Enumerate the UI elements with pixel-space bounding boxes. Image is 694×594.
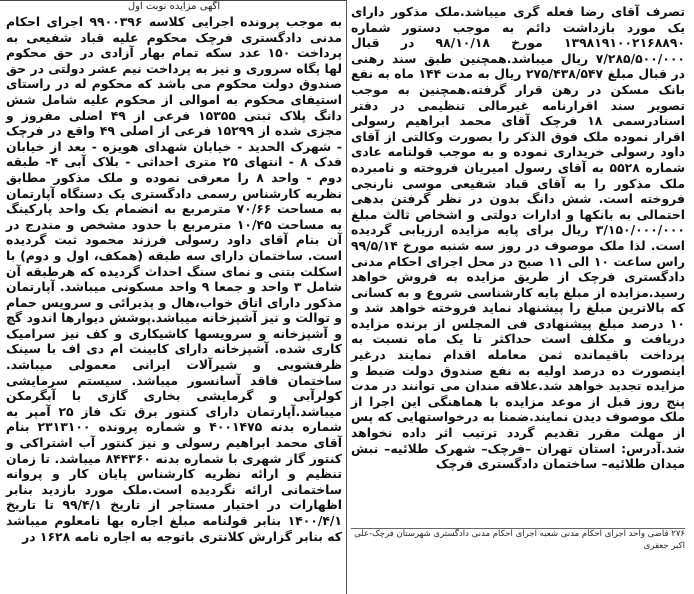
ad-title: آگهی مزایده نوبت اول xyxy=(127,1,221,12)
signature-line: ۲۷۶ قاضی واحد اجرای احکام مدنی شعبه اجرای احکام مدنی دادگستری شهرستان فرچک-علی اکبر جعفری xyxy=(354,529,685,551)
column-divider xyxy=(346,0,347,594)
left-column-text: به موجب پرونده اجرایی کلاسه ۹۹۰۰۳۹۶ اجرای احکام مدنی دادگستری فرچک محکوم علیه قباد شفیعی به پرداخت ۱۵۰ عدد سکه تمام بهار آزادی در حق محکوم لها پگاه سروری و نیز به پرداخت نیم عشر دولتی در حق صندوق دولت محکوم می باشد که محکوم له در راستای استیفای محکوم به اموالی از محکوم علیه شامل شش دانگ پلاک ثبتی ۱۵۳۵۵ فرعی از ۴۹ اصلی مفروز و مجزی شده از ۱۵۲۹۹ فرعی از اصلی ۴۹ واقع در فرچک - شهرک الحدید - خیابان شهدای هویزه - بعد از خیابان فدک ۸ - انتهای ۲۵ متری احداثی - بلاک آبی ۴- طبقه دوم - واحد ۸ را معرفی نموده و ملک مذکور مطابق نظریه کارشناس رسمی دادگستری یک دستگاه آپارتمان به مساحت ۷۰/۶۶ مترمربع به انضمام یک واحد پارکینگ به مساحت ۱۰/۴۵ مترمربع با حدود مشخص و مندرج در آن بنام آقای داود رسولی فرزند محمود ثبت گردیده است. ساختمان دارای سه طبقه (همکف، اول و دوم) با اسکلت بتنی و نمای سنگ احداث گردیده که هرطبقه آن شامل ۳ واحد و جمعا ۹ واحد مسکونی میباشد. آپارتمان مذکور دارای اتاق خواب،هال و پذیرائی و سرویس حمام و توالت و نیز آشپزخانه میباشد.پوشش دیوارها اندود گچ و آشپزخانه و سرویسها کاشیکاری و کف نیز سرامیک کاری شده. آشپزخانه دارای کابینت ام دی اف با سینک ظرفشویی و شیرآلات ایرانی معمولی میباشد. ساختمان فاقد آسانسور میباشد. سیستم سرمایشی کولرآبی و گرمایشی بخاری گازی با آبگرمکن میباشد.آپارتمان دارای کنتور برق تک فاز ۲۵ آمپر به شماره بدنه ۴۰۰۱۴۷۵ و شماره پرونده ۲۳۱۳۱۰۰ بنام آقای محمد ابراهیم رسولی و نیز کنتور آب اشتراکی و کنتور گاز شهری با شماره بدنه ۸۴۴۳۶۰ میباشد. تا زمان تنظیم و ارائه نظریه کارشناس پایان کار و پروانه ساختمانی ارائه نگردیده است.ملک مورد بازدید بنابر اظهارات در اختیار مستاجر از تاریخ ۹۹/۴/۱ تا تاریخ ۱۴۰۰/۴/۱ بنابر قولنامه مبلغ اجاره بها نامعلوم میباشد که بنابر گزارش کلانتری باتوجه به اجاره نامه ۱۶۲۸ در xyxy=(6,14,343,544)
ad-heading-row xyxy=(6,1,342,14)
right-column xyxy=(351,4,685,472)
left-column xyxy=(6,14,342,544)
right-column-text: تصرف آقای رضا فعله گری میباشد.ملک مذکور دارای یک مورد بازداشت دائم به موجب دستور شماره ۱۳۹۸۱۹۱۰۰۲۱۶۸۸۹۰ مورخ ۹۸/۱۰/۱۸ در قبال ۷/۲۸۵/۵۰۰/۰۰۰ ریال میباشد.همچنین طبق سند رهنی در قبال مبلغ ۲۷۵/۴۳۸/۵۴۷ ریال به مدت ۱۴۴ ماه به نفع بانک مسکن در رهن قرار گرفته.همچنین به موجب تصویر سند اقرارنامه غیرمالی تنظیمی در دفتر اسنادرسمی ۱۸ فرچک آقای محمد ابراهیم رسولی اقرار نموده ملک فوق الذکر را بصورت وکالتی از آقای داود رسولی خریداری نموده و به موجب قولنامه عادی شماره ۵۵۲۸ به آقای رسول امیریان فروخته و نامبرده ملک مذکور را به آقای قباد شفیعی موسی نارنجی فروخته است. شش دانگ بدون در نظر گرفتن بدهی احتمالی به بانکها و ادارات دولتی و اشخاص ثالث مبلغ ۳/۱۵۰/۰۰۰/۰۰۰ ریال برای پایه مزایده ارزیابی گردیده است. لذا ملک موصوف در روز سه شنبه مورخ ۹۹/۵/۱۴ راس ساعت ۱۰ الی ۱۱ صبح در محل اجرای احکام مدنی دادگستری فرچک از طریق مزایده به فروش خواهد رسید.مزایده از مبلغ پایه کارشناسی شروع و به کسانی که بالاترین مبلغ را پیشنهاد نماید فروخته خواهد شد و ۱۰ درصد مبلغ پیشنهادی فی المجلس از برنده مزایده دریافت و مکلف است حداکثر تا یک ماه نسبت به پرداخت باقیمانده ثمن معامله اقدام نمایند درغیر اینصورت ده درصد اولیه به نفع صندوق دولت ضبط و مزایده تجدید خواهد شد.علاقه مندان می توانند در مدت پنج روز قبل از موعد مزایده با هماهنگی این اجرا از ملک موصوف دیدن نمایند.ضمنا به درخواستهایی که پس از مهلت مقرر تقدیم گردد ترتیب اثر داده نخواهد شد.آدرس: استان تهران –فرچک– شهرک طلائیه– نبش میدان طلائیه– ساختمان دادگستری فرچک xyxy=(351,4,686,472)
